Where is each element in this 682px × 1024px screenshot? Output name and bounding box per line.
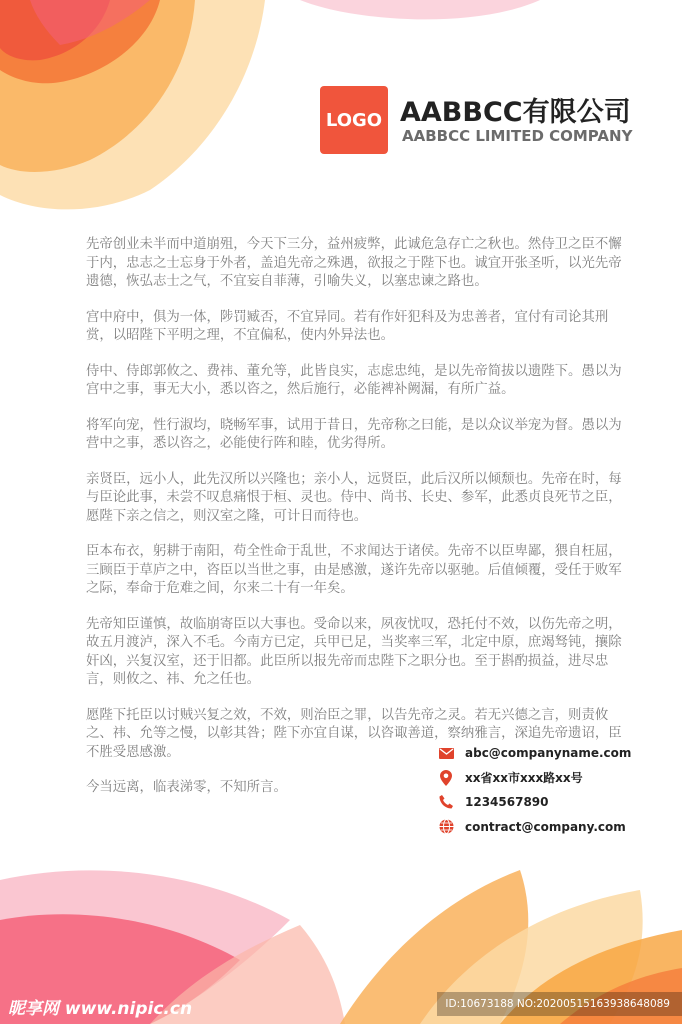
company-name-cn: AABBCC有限公司 — [400, 97, 631, 128]
phone-icon — [438, 794, 454, 810]
body-paragraph: 宫中府中，俱为一体，陟罚臧否，不宜异同。若有作奸犯科及为忠善者，宜付有司论其刑赏，以昭陛下平明之理，不宜偏私，使内外异法也。 — [86, 309, 609, 343]
body-paragraph: 侍中、侍郎郭攸之、费祎、董允等，此皆良实，志虑忠纯，是以先帝简拔以遗陛下。愚以为宫中之事，事无大小，悉以咨之，然后施行，必能裨补阙漏，有所广益。 — [86, 363, 622, 397]
contact-contract-row — [438, 815, 668, 840]
company-name-en: AABBCC LIMITED COMPANY — [402, 127, 633, 145]
body-paragraph: 将军向宠，性行淑均，晓畅军事，试用于昔日，先帝称之曰能，是以众议举宠为督。愚以为营中之事，悉以咨之，必能使行阵和睦，优劣得所。 — [86, 417, 622, 451]
envelope-icon — [438, 745, 454, 761]
site-watermark: 昵享网 www.nipic.cn — [8, 999, 193, 1019]
letter-body — [86, 236, 622, 815]
image-id-watermark: ID:10673188 NO:20200515163938648089 — [437, 992, 682, 1016]
location-pin-icon — [438, 770, 454, 786]
logo-label: LOGO — [325, 109, 383, 131]
contact-address-row — [438, 766, 668, 791]
contact-address: xx省xx市xxx路xx号 — [465, 771, 583, 786]
body-paragraph: 今当远离，临表涕零，不知所言。 — [86, 780, 287, 795]
body-paragraph: 先帝创业未半而中道崩殂，今天下三分，益州疲弊，此诚危急存亡之秋也。然侍卫之臣不懈于内，忠志之士忘身于外者，盖追先帝之殊遇，欲报之于陛下也。诚宜开张圣听，以光先帝遗德，恢弘志士之气，不宜妄自菲薄，引喻失义，以塞忠谏之路也。 — [86, 237, 622, 289]
body-paragraph: 先帝知臣谨慎，故临崩寄臣以大事也。受命以来，夙夜忧叹，恐托付不效，以伤先帝之明，故五月渡泸，深入不毛。今南方已定，兵甲已足，当奖率三军，北定中原，庶竭驽钝，攘除奸凶，兴复汉室，还于旧都。此臣所以报先帝而忠陛下之职分也。至于斟酌损益，进尽忠言，则攸之、祎、允之任也。 — [86, 616, 622, 687]
contact-block — [438, 741, 668, 839]
contact-phone[interactable]: 1234567890 — [465, 795, 549, 810]
body-paragraph: 亲贤臣，远小人，此先汉所以兴隆也；亲小人，远贤臣，此后汉所以倾颓也。先帝在时，每与臣论此事，未尝不叹息痛恨于桓、灵也。侍中、尚书、长史、参军，此悉贞良死节之臣，愿陛下亲之信之，则汉室之隆，可计日而待也。 — [86, 471, 622, 524]
contact-email-row — [438, 741, 668, 766]
contact-email[interactable]: abc@companyname.com — [465, 746, 632, 761]
contact-contract-email[interactable]: contract@company.com — [465, 819, 626, 834]
contact-phone-row — [438, 790, 668, 815]
globe-icon — [438, 819, 454, 835]
company-logo — [320, 86, 388, 154]
body-paragraph: 臣本布衣，躬耕于南阳，苟全性命于乱世，不求闻达于诸侯。先帝不以臣卑鄙，猥自枉屈，三顾臣于草庐之中，咨臣以当世之事，由是感激，遂许先帝以驱驰。后值倾覆，受任于败军之际，奉命于危难之间，尔来二十有一年矣。 — [86, 544, 622, 596]
body-paragraph: 愿陛下托臣以讨贼兴复之效，不效，则治臣之罪，以告先帝之灵。若无兴德之言，则责攸之、祎、允等之慢，以彰其咎；陛下亦宜自谋，以咨诹善道，察纳雅言，深追先帝遗诏，臣不胜受恩感激。 — [86, 707, 622, 760]
